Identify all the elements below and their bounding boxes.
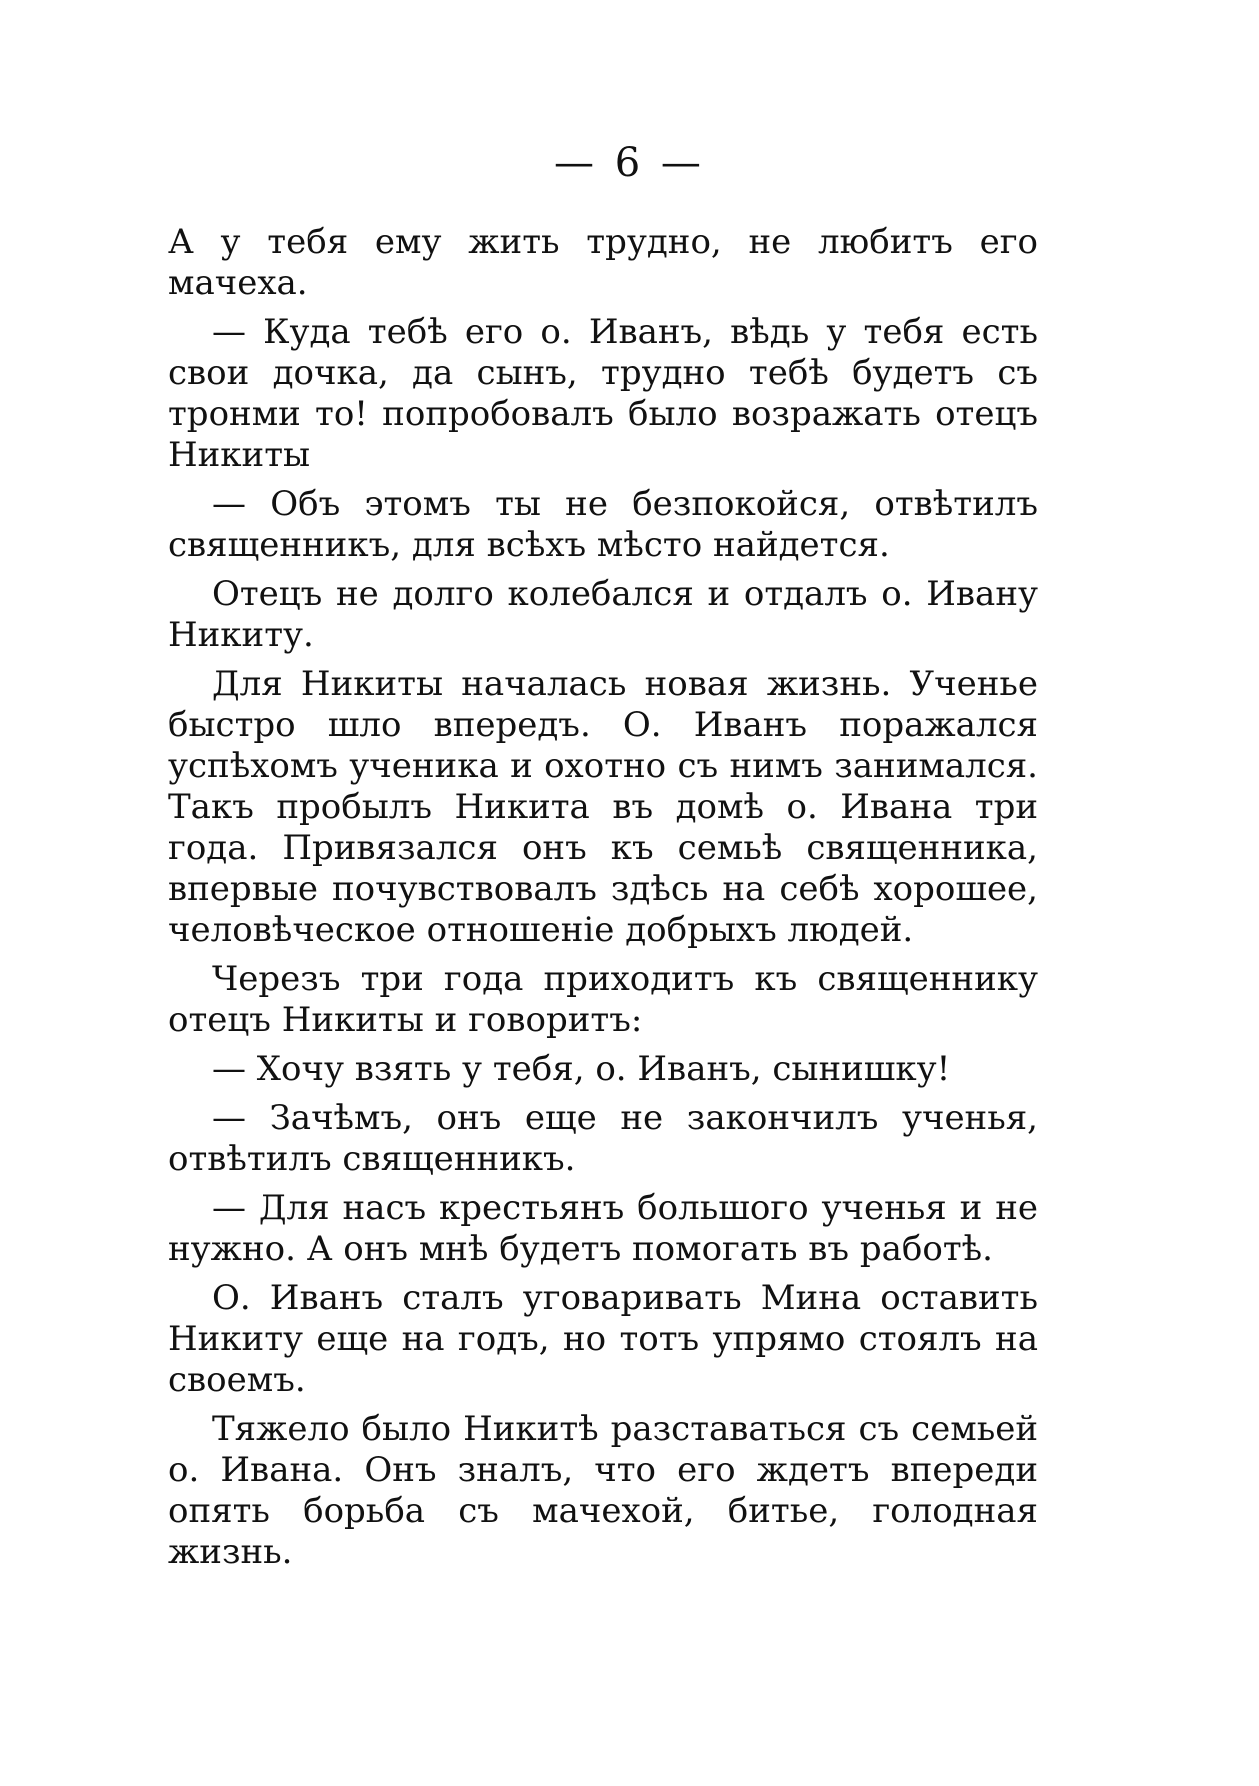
body-text — [168, 222, 1038, 1581]
paragraph: Отецъ не долго колебался и отдалъ о. Ивану Никиту. — [168, 574, 1038, 655]
paragraph: — Куда тебѣ его о. Иванъ, вѣдь у тебя есть свои дочка, да сынъ, трудно тебѣ будетъ съ тронми то! попробовалъ было возражать отецъ Никиты — [168, 312, 1038, 475]
page-number: — 6 — — [554, 140, 705, 186]
paragraph: — Для насъ крестьянъ большого ученья и не нужно. А онъ мнѣ будетъ помогать въ работѣ. — [168, 1188, 1038, 1269]
paragraph: Для Никиты началась новая жизнь. Ученье быстро шло впередъ. О. Иванъ поражался успѣхомъ ученика и охотно съ нимъ занимался. Такъ пробылъ Никита въ домѣ о. Ивана три года. Привязался онъ къ семьѣ священника, впервые почувствовалъ здѣсь на себѣ хорошее, человѣческое отношеніе добрыхъ людей. — [168, 664, 1038, 950]
paragraph: — Объ этомъ ты не безпокойся, отвѣтилъ священникъ, для всѣхъ мѣсто найдется. — [168, 484, 1038, 565]
paragraph: Тяжело было Никитѣ разставаться съ семьей о. Ивана. Онъ зналъ, что его ждетъ впереди опять борьба съ мачехой, битье, голодная жизнь. — [168, 1409, 1038, 1572]
paragraph: О. Иванъ сталъ уговаривать Мина оставить Никиту еще на годъ, но тотъ упрямо стоялъ на своемъ. — [168, 1278, 1038, 1400]
paragraph: — Зачѣмъ, онъ еще не закончилъ ученья, отвѣтилъ священникъ. — [168, 1098, 1038, 1179]
paragraph: А у тебя ему жить трудно, не любитъ его мачеха. — [168, 222, 1038, 303]
paragraph: Черезъ три года приходитъ къ священнику отецъ Никиты и говоритъ: — [168, 959, 1038, 1040]
paragraph: — Хочу взять у тебя, о. Иванъ, сынишку! — [212, 1049, 951, 1089]
